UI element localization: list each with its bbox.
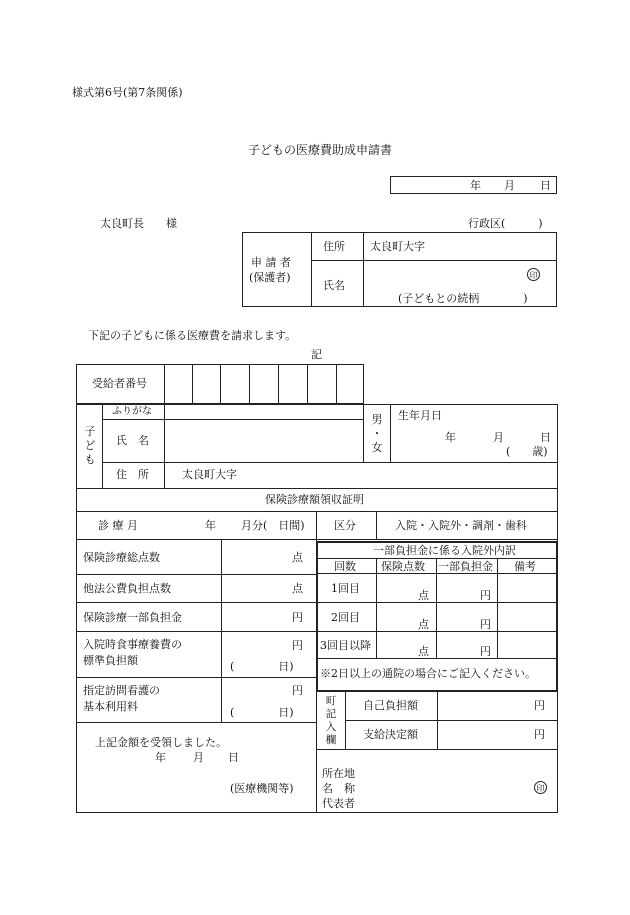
receipt-text: 上記金額を受領しました。	[95, 736, 227, 749]
age-field[interactable]: ( 歳)	[506, 445, 548, 458]
outpatient-note: ※2日以上の通院の場合にご記入ください。	[320, 667, 536, 680]
row2-label: 2回目	[331, 611, 360, 624]
row1-yen-unit: 円	[480, 589, 491, 602]
header-count: 回数	[334, 560, 356, 573]
meal-cost-label-2: 標準負担額	[83, 654, 138, 667]
district-field[interactable]: 行政区( )	[468, 217, 543, 230]
category-label: 区分	[334, 519, 356, 532]
recipient-number-label: 受給者番号	[92, 377, 147, 390]
public-points-unit: 点	[292, 582, 303, 595]
treatment-month-label: 診 療 月	[98, 519, 138, 532]
nursing-fee-label: 指定訪問看護の	[83, 684, 160, 697]
applicant-name-label: 氏名	[323, 279, 345, 292]
institution-seal-mark: 印	[534, 781, 547, 794]
treatment-month-days-field[interactable]: 月分( 日間)	[241, 519, 305, 532]
furigana-label: ふりがな	[112, 406, 152, 417]
meal-cost-label: 入院時食事療養費の	[83, 638, 182, 651]
applicant-address-field[interactable]: 太良町大字	[370, 240, 425, 253]
addressee: 太良町長 様	[100, 217, 177, 230]
applicant-relation-field[interactable]: (子どもとの続柄 )	[398, 292, 528, 305]
applicant-seal-mark: 印	[527, 268, 540, 281]
birth-day-label: 日	[540, 431, 551, 444]
child-address-field[interactable]: 太良町大字	[182, 468, 237, 481]
insurance-section-title: 保険診療額領収証明	[265, 493, 364, 506]
applicant-label: 申 請 者	[251, 256, 291, 269]
nursing-days-field[interactable]: ( 日)	[230, 706, 294, 719]
row2-points-unit: 点	[418, 618, 429, 631]
applicant-address-label: 住所	[323, 240, 345, 253]
form-id: 様式第6号(第7条関係)	[72, 86, 183, 99]
row3-yen-unit: 円	[480, 645, 491, 658]
receipt-month-label: 月	[193, 751, 204, 764]
applicant-guardian-label: (保護者)	[249, 271, 291, 284]
decided-label: 支給決定額	[363, 728, 418, 741]
town-column-label: 町 記 入 欄	[325, 695, 337, 747]
row2-yen-unit: 円	[480, 618, 491, 631]
page-title: 子どもの医療費助成申請書	[248, 143, 393, 157]
total-points-label: 保険診療総点数	[83, 551, 160, 564]
meal-cost-unit: 円	[292, 639, 303, 652]
decided-unit: 円	[534, 728, 545, 741]
header-copay: 一部負担金	[438, 560, 493, 573]
location-label: 所在地	[322, 767, 355, 780]
date-year-label: 年	[470, 179, 481, 192]
total-points-unit: 点	[292, 551, 303, 564]
self-pay-unit: 円	[534, 699, 545, 712]
nursing-fee-unit: 円	[292, 684, 303, 697]
outpatient-title: 一部負担金に係る入院外内訳	[373, 544, 516, 557]
representative-label: 代表者	[322, 797, 355, 810]
institution-label: (医療機関等)	[230, 782, 294, 795]
child-address-label: 住 所	[116, 468, 149, 481]
gender-selector[interactable]: 男 ・ 女	[371, 413, 383, 454]
row3-label: 3回目以降	[320, 639, 371, 652]
meal-days-field[interactable]: ( 日)	[230, 660, 294, 673]
ki-label: 記	[311, 348, 322, 361]
treatment-year-label: 年	[205, 519, 216, 532]
receipt-day-label: 日	[228, 751, 239, 764]
row1-label: 1回目	[331, 582, 360, 595]
row3-points-unit: 点	[418, 645, 429, 658]
birth-month-label: 月	[493, 431, 504, 444]
date-day-label: 日	[540, 179, 551, 192]
request-text: 下記の子どもに係る医療費を請求します。	[88, 329, 297, 342]
nursing-fee-label-2: 基本利用料	[83, 700, 138, 713]
header-points: 保険点数	[381, 560, 425, 573]
child-name-label: 氏 名	[116, 434, 149, 447]
row1-points-unit: 点	[418, 589, 429, 602]
category-options[interactable]: 入院・入院外・調剤・歯科	[395, 519, 527, 532]
header-remarks: 備考	[514, 560, 536, 573]
self-pay-label: 自己負担額	[363, 699, 418, 712]
birthdate-label: 生年月日	[398, 409, 442, 422]
copay-unit: 円	[292, 611, 303, 624]
receipt-year-label: 年	[155, 751, 166, 764]
public-points-label: 他法公費負担点数	[83, 582, 171, 595]
birth-year-label: 年	[445, 431, 456, 444]
institution-name-label: 名 称	[322, 782, 355, 795]
child-vertical-label: 子 ど も	[84, 425, 96, 466]
date-month-label: 月	[504, 179, 515, 192]
copay-label: 保険診療一部負担金	[83, 611, 182, 624]
